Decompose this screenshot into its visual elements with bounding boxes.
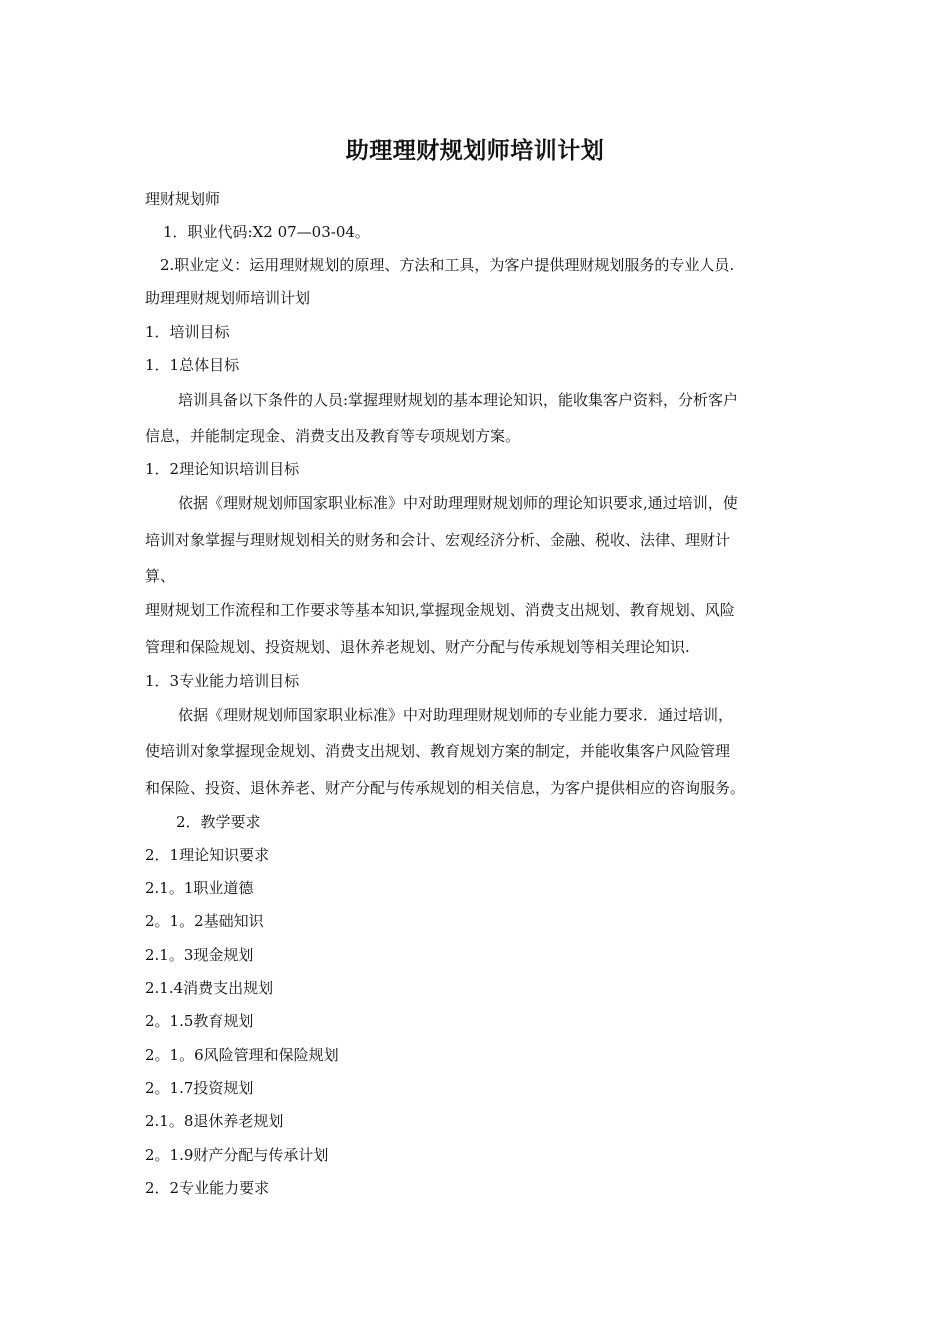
paragraph-line: 1．职业代码:X2 07—03-04。 <box>163 223 370 241</box>
paragraph-line: 依据《理财规划师国家职业标准》中对助理理财规划师的专业能力要求．通过培训， <box>178 706 734 724</box>
paragraph-line: 算、 <box>145 567 176 585</box>
list-item: 2。1.7投资规划 <box>145 1079 254 1097</box>
paragraph-line: 培训具备以下条件的人员:掌握理财规划的基本理论知识，能收集客户资料，分析客户 <box>178 391 739 409</box>
list-item: 2。1。2基础知识 <box>145 912 264 930</box>
paragraph-line: 助理理财规划师培训计划 <box>145 289 311 307</box>
paragraph-line: 依据《理财规划师国家职业标准》中对助理理财规划师的理论知识要求,通过培训，使 <box>178 494 738 512</box>
paragraph-line: 和保险、投资、退休养老、财产分配与传承规划的相关信息，为客户提供相应的咨询服务。 <box>145 779 746 797</box>
paragraph-line: 2.职业定义：运用理财规划的原理、方法和工具，为客户提供理财规划服务的专业人员. <box>160 256 735 274</box>
paragraph-line: 理财规划师 <box>145 190 221 208</box>
list-item: 2.1。3现金规划 <box>145 946 254 964</box>
section-heading: 2．2专业能力要求 <box>145 1179 270 1197</box>
section-heading: 1．1总体目标 <box>145 356 240 374</box>
paragraph-line: 理财规划工作流程和工作要求等基本知识,掌握现金规划、消费支出规划、教育规划、风险 <box>145 601 735 619</box>
paragraph-line: 管理和保险规划、投资规划、退休养老规划、财产分配与传承规划等相关理论知识. <box>145 638 690 656</box>
section-heading: 2．1理论知识要求 <box>145 846 270 864</box>
section-heading: 2．教学要求 <box>176 813 261 831</box>
paragraph-line: 培训对象掌握与理财规划相关的财务和会计、宏观经济分析、金融、税收、法律、理财计 <box>145 531 731 549</box>
paragraph-line: 使培训对象掌握现金规划、消费支出规划、教育规划方案的制定，并能收集客户风险管理 <box>145 742 731 760</box>
list-item: 2。1。6风险管理和保险规划 <box>145 1046 339 1064</box>
document-title: 助理理财规划师培训计划 <box>345 138 605 164</box>
paragraph-line: 信息，并能制定现金、消费支出及教育等专项规划方案。 <box>145 427 521 445</box>
list-item: 2.1。1职业道德 <box>145 879 254 897</box>
section-heading: 1．培训目标 <box>145 323 230 341</box>
section-heading: 1．3专业能力培训目标 <box>145 672 300 690</box>
list-item: 2.1.4消费支出规划 <box>145 979 274 997</box>
section-heading: 1．2理论知识培训目标 <box>145 460 300 478</box>
list-item: 2.1。8退休养老规划 <box>145 1112 284 1130</box>
list-item: 2。1.5教育规划 <box>145 1012 254 1030</box>
list-item: 2。1.9财产分配与传承计划 <box>145 1146 329 1164</box>
